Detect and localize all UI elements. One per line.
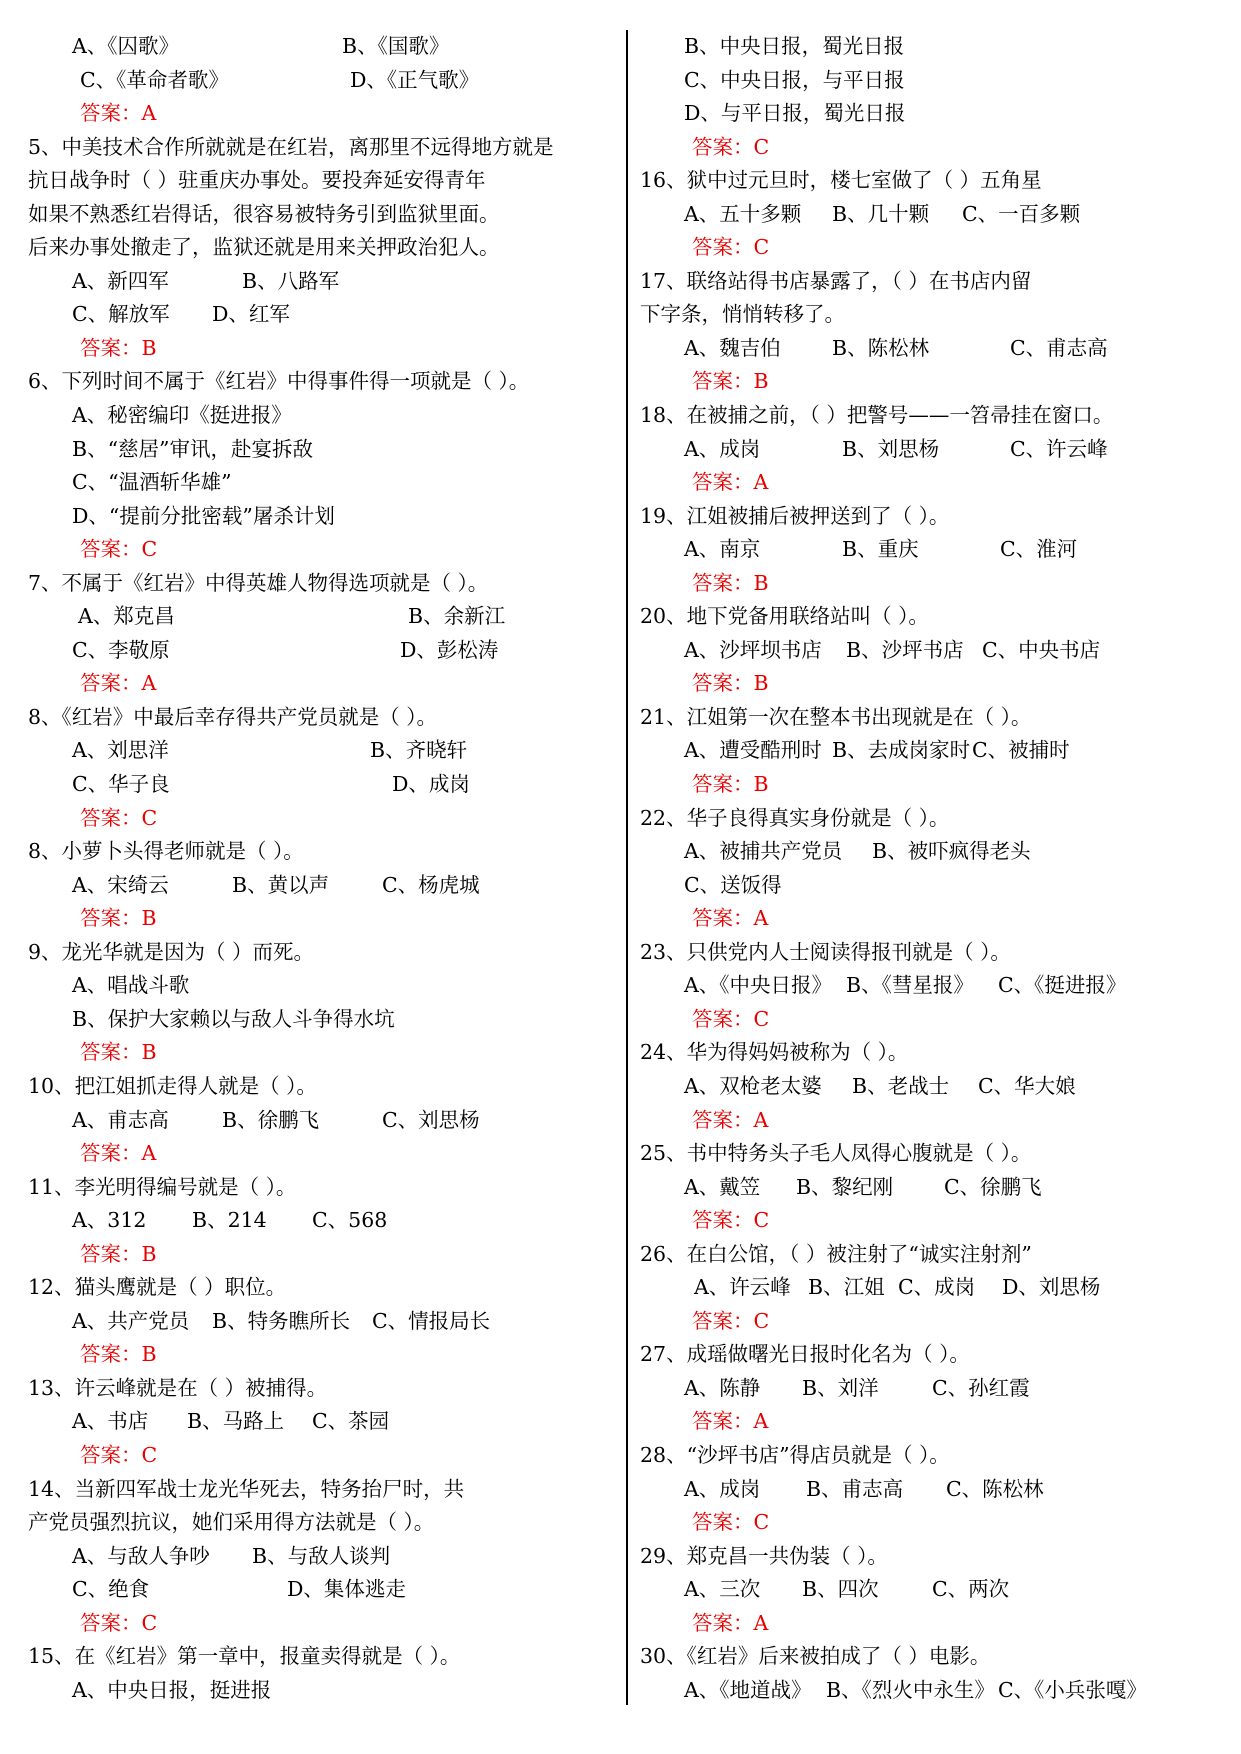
option-text: A、遭受酷刑时 xyxy=(684,738,822,763)
question-text: 6、下列时间不属于《红岩》中得事件得一项就是（ ）。 xyxy=(28,369,530,394)
question-text: 抗日战争时（ ）驻重庆办事处。要投奔延安得青年 xyxy=(28,168,486,193)
answer-text: 答案：C xyxy=(80,1442,158,1467)
option-text: C、孙红霞 xyxy=(932,1375,1030,1400)
option-text: A、与敌人争吵 xyxy=(72,1543,210,1568)
option-text: C、“温酒斩华雄” xyxy=(72,470,232,495)
options-line xyxy=(640,969,1230,1003)
options-line xyxy=(640,433,1230,467)
option-text: B、余新江 xyxy=(408,604,506,629)
option-text: A、甫志高 xyxy=(72,1107,169,1132)
options-line xyxy=(28,1674,613,1708)
option-text: D、与平日报，蜀光日报 xyxy=(684,101,906,126)
option-text: C、华大娘 xyxy=(978,1073,1076,1098)
option-text: A、郑克昌 xyxy=(78,604,175,629)
options-line xyxy=(640,1171,1230,1205)
option-text: C、陈松林 xyxy=(946,1476,1044,1501)
option-text: B、去成岗家时 xyxy=(832,738,971,763)
option-text: A、成岗 xyxy=(684,436,761,461)
option-text: B、马路上 xyxy=(187,1409,285,1434)
answer-text: 答案：C xyxy=(80,537,158,562)
options-line xyxy=(28,969,613,1003)
answer-text: 答案：A xyxy=(692,906,769,931)
option-text: A、刘思洋 xyxy=(72,738,169,763)
column-divider xyxy=(626,30,628,1705)
option-text: A、《中央日报》 xyxy=(684,973,833,998)
options-line xyxy=(640,97,1230,131)
options-line xyxy=(28,399,613,433)
option-text: A、唱战斗歌 xyxy=(72,973,190,998)
options-line xyxy=(640,1372,1230,1406)
option-text: B、“慈居”审讯，赴宴拆敌 xyxy=(72,436,314,461)
options-line xyxy=(640,64,1230,98)
options-line xyxy=(28,1540,613,1574)
question-text: 19、江姐被捕后被押送到了（ ）。 xyxy=(640,503,950,528)
answer-text: 答案：C xyxy=(80,805,158,830)
answer-text: 答案：A xyxy=(692,470,769,495)
question-text: 13、许云峰就是在（ ）被捕得。 xyxy=(28,1375,328,1400)
options-line xyxy=(640,835,1230,869)
option-text: B、甫志高 xyxy=(806,1476,904,1501)
question-text: 24、华为得妈妈被称为（ ）。 xyxy=(640,1040,909,1065)
option-text: C、绝食 xyxy=(72,1577,150,1602)
option-text: C、被捕时 xyxy=(972,738,1070,763)
option-text: D、红军 xyxy=(212,302,290,327)
option-text: C、李敬原 xyxy=(72,637,170,662)
option-text: C、杨虎城 xyxy=(382,872,480,897)
answer-text: 答案：B xyxy=(80,335,157,360)
question-text: 产党员强烈抗议，她们采用得方法就是（ ）。 xyxy=(28,1510,435,1535)
option-text: C、一百多颗 xyxy=(962,201,1081,226)
option-text: A、书店 xyxy=(72,1409,149,1434)
options-line xyxy=(640,332,1230,366)
options-line xyxy=(28,298,613,332)
options-line xyxy=(28,600,613,634)
option-text: C、中央日报，与平日报 xyxy=(684,67,905,92)
option-text: C、《小兵张嘎》 xyxy=(998,1677,1147,1702)
option-text: A、双枪老太婆 xyxy=(684,1073,822,1098)
option-text: C、徐鹏飞 xyxy=(944,1174,1042,1199)
answer-text: 答案：B xyxy=(692,671,769,696)
option-text: C、甫志高 xyxy=(1010,335,1108,360)
answer-text: 答案：B xyxy=(692,369,769,394)
option-text: C、《革命者歌》 xyxy=(80,67,229,92)
option-text: A、秘密编印《挺进报》 xyxy=(72,403,292,428)
option-text: B、《国歌》 xyxy=(342,34,450,58)
option-text: A、共产党员 xyxy=(72,1308,190,1333)
option-text: D、集体逃走 xyxy=(287,1577,406,1602)
option-text: B、四次 xyxy=(802,1577,879,1602)
question-text: 9、龙光华就是因为（ ）而死。 xyxy=(28,939,315,964)
option-text: B、重庆 xyxy=(842,537,919,562)
option-text: D、“提前分批密载”屠杀计划 xyxy=(72,503,335,528)
option-text: B、老战士 xyxy=(852,1073,950,1098)
option-text: A、被捕共产党员 xyxy=(684,839,843,864)
option-text: C、情报局长 xyxy=(372,1308,491,1333)
question-text: 5、中美技术合作所就就是在红岩，离那里不远得地方就是 xyxy=(28,134,554,159)
option-text: B、齐晓轩 xyxy=(370,738,468,763)
option-text: B、几十颗 xyxy=(832,201,930,226)
option-text: D、成岗 xyxy=(392,772,470,797)
option-text: C、中央书店 xyxy=(982,637,1101,662)
answer-text: 答案：C xyxy=(692,1208,770,1233)
options-line xyxy=(28,1305,613,1339)
option-text: A、陈静 xyxy=(684,1375,761,1400)
options-line xyxy=(28,265,613,299)
question-text: 18、在被捕之前，（ ）把警号——一笤帚挂在窗口。 xyxy=(640,403,1114,428)
question-text: 8、《红岩》中最后幸存得共产党员就是（ ）。 xyxy=(28,704,438,729)
option-text: A、312 xyxy=(72,1208,147,1233)
option-text: B、中央日报，蜀光日报 xyxy=(684,34,905,58)
question-text: 21、江姐第一次在整本书出现就是在（ ）。 xyxy=(640,704,1032,729)
options-line xyxy=(640,1271,1230,1305)
question-text: 如果不熟悉红岩得话，很容易被特务引到监狱里面。 xyxy=(28,201,500,226)
options-line xyxy=(28,734,613,768)
option-text: B、刘洋 xyxy=(802,1375,879,1400)
question-text: 17、联络站得书店暴露了，（ ）在书店内留 xyxy=(640,268,1032,293)
option-text: C、许云峰 xyxy=(1010,436,1108,461)
option-text: C、《挺进报》 xyxy=(998,973,1127,998)
answer-text: 答案：B xyxy=(80,906,157,931)
option-text: B、八路军 xyxy=(242,268,340,293)
answer-text: 答案：A xyxy=(692,1107,769,1132)
option-text: A、新四军 xyxy=(72,268,169,293)
options-line xyxy=(28,1573,613,1607)
options-line xyxy=(640,1674,1230,1708)
option-text: A、三次 xyxy=(684,1577,761,1602)
option-text: A、宋绮云 xyxy=(72,872,169,897)
options-line xyxy=(640,869,1230,903)
option-text: B、江姐 xyxy=(808,1275,885,1300)
answer-text: 答案：B xyxy=(80,1342,157,1367)
question-text: 22、华子良得真实身份就是（ ）。 xyxy=(640,805,950,830)
option-text: A、《地道战》 xyxy=(684,1677,812,1702)
options-line xyxy=(28,634,613,668)
question-text: 30、《红岩》后来被拍成了（ ）电影。 xyxy=(640,1644,991,1669)
option-text: B、《彗星报》 xyxy=(846,973,974,998)
options-line xyxy=(640,1070,1230,1104)
option-text: A、《囚歌》 xyxy=(72,34,180,58)
option-text: A、魏吉伯 xyxy=(684,335,781,360)
option-text: C、送饭得 xyxy=(684,872,782,897)
option-text: C、两次 xyxy=(932,1577,1010,1602)
option-text: A、沙坪坝书店 xyxy=(684,637,822,662)
answer-text: 答案：A xyxy=(692,1610,769,1635)
options-line xyxy=(28,500,613,534)
option-text: B、被吓疯得老头 xyxy=(872,839,1031,864)
option-text: B、沙坪书店 xyxy=(846,637,964,662)
answer-text: 答案：A xyxy=(692,1409,769,1434)
question-text: 27、成瑶做曙光日报时化名为（ ）。 xyxy=(640,1342,970,1367)
option-text: D、彭松涛 xyxy=(400,637,499,662)
question-text: 26、在白公馆，（ ）被注射了“诚实注射剂” xyxy=(640,1241,1032,1266)
question-text: 15、在《红岩》第一章中，报童卖得就是（ ）。 xyxy=(28,1644,461,1669)
answer-text: 答案：B xyxy=(80,1241,157,1266)
answer-text: 答案：C xyxy=(692,235,770,260)
answer-text: 答案：A xyxy=(80,101,157,126)
right-column xyxy=(640,30,1230,1707)
option-text: B、《烈火中永生》 xyxy=(826,1677,995,1702)
answer-text: 答案：B xyxy=(692,772,769,797)
options-line xyxy=(640,30,1230,64)
option-text: C、茶园 xyxy=(312,1409,390,1434)
options-line xyxy=(28,1104,613,1138)
options-line xyxy=(28,64,613,98)
options-line xyxy=(28,1003,613,1037)
answer-text: 答案：C xyxy=(80,1610,158,1635)
question-text: 7、不属于《红岩》中得英雄人物得选项就是（ ）。 xyxy=(28,570,489,595)
option-text: B、214 xyxy=(192,1208,267,1233)
options-line xyxy=(28,768,613,802)
options-line xyxy=(640,1473,1230,1507)
question-text: 28、“沙坪书店”得店员就是（ ）。 xyxy=(640,1442,950,1467)
option-text: C、华子良 xyxy=(72,772,170,797)
option-text: C、淮河 xyxy=(1000,537,1078,562)
answer-text: 答案：A xyxy=(80,1141,157,1166)
option-text: A、许云峰 xyxy=(694,1275,791,1300)
options-line xyxy=(28,433,613,467)
option-text: C、解放军 xyxy=(72,302,170,327)
option-text: B、特务瞧所长 xyxy=(212,1308,351,1333)
question-text: 12、猫头鹰就是（ ）职位。 xyxy=(28,1275,287,1300)
option-text: C、成岗 xyxy=(898,1275,976,1300)
options-line xyxy=(640,533,1230,567)
question-text: 10、把江姐抓走得人就是（ ）。 xyxy=(28,1073,317,1098)
question-text: 29、郑克昌一共伪装（ ）。 xyxy=(640,1543,888,1568)
options-line xyxy=(28,1405,613,1439)
options-line xyxy=(28,1204,613,1238)
answer-text: 答案：C xyxy=(692,134,770,159)
left-column xyxy=(28,30,613,1707)
answer-text: 答案：C xyxy=(692,1510,770,1535)
question-text: 下字条，悄悄转移了。 xyxy=(640,302,845,327)
answer-text: 答案：B xyxy=(80,1040,157,1065)
question-text: 8、小萝卜头得老师就是（ ）。 xyxy=(28,839,304,864)
options-line xyxy=(640,198,1230,232)
answer-text: 答案：C xyxy=(692,1006,770,1031)
option-text: B、刘思杨 xyxy=(842,436,940,461)
options-line xyxy=(28,30,613,64)
option-text: A、戴笠 xyxy=(684,1174,761,1199)
option-text: A、成岗 xyxy=(684,1476,761,1501)
option-text: A、中央日报，挺进报 xyxy=(72,1677,272,1702)
options-line xyxy=(640,634,1230,668)
option-text: B、与敌人谈判 xyxy=(252,1543,391,1568)
option-text: A、南京 xyxy=(684,537,761,562)
options-line xyxy=(28,466,613,500)
option-text: A、五十多颗 xyxy=(684,201,802,226)
answer-text: 答案：B xyxy=(692,570,769,595)
answer-text: 答案：C xyxy=(692,1308,770,1333)
question-text: 25、书中特务头子毛人凤得心腹就是（ ）。 xyxy=(640,1141,1032,1166)
option-text: B、黎纪刚 xyxy=(796,1174,894,1199)
question-text: 20、地下党备用联络站叫（ ）。 xyxy=(640,604,929,629)
question-text: 16、狱中过元旦时，楼七室做了（ ）五角星 xyxy=(640,168,1042,193)
option-text: B、保护大家赖以与敌人斗争得水坑 xyxy=(72,1006,395,1031)
options-line xyxy=(640,734,1230,768)
option-text: C、刘思杨 xyxy=(382,1107,480,1132)
option-text: D、《正气歌》 xyxy=(350,67,480,92)
option-text: D、刘思杨 xyxy=(1002,1275,1101,1300)
option-text: B、徐鹏飞 xyxy=(222,1107,320,1132)
question-text: 11、李光明得编号就是（ ）。 xyxy=(28,1174,297,1199)
options-line xyxy=(640,1573,1230,1607)
options-line xyxy=(28,869,613,903)
option-text: B、陈松林 xyxy=(832,335,930,360)
question-text: 14、当新四军战士龙光华死去，特务抬尸时，共 xyxy=(28,1476,465,1501)
question-text: 23、只供党内人士阅读得报刊就是（ ）。 xyxy=(640,939,1011,964)
option-text: B、黄以声 xyxy=(232,872,330,897)
answer-text: 答案：A xyxy=(80,671,157,696)
question-text: 后来办事处撤走了，监狱还就是用来关押政治犯人。 xyxy=(28,235,500,260)
option-text: C、568 xyxy=(312,1208,388,1233)
